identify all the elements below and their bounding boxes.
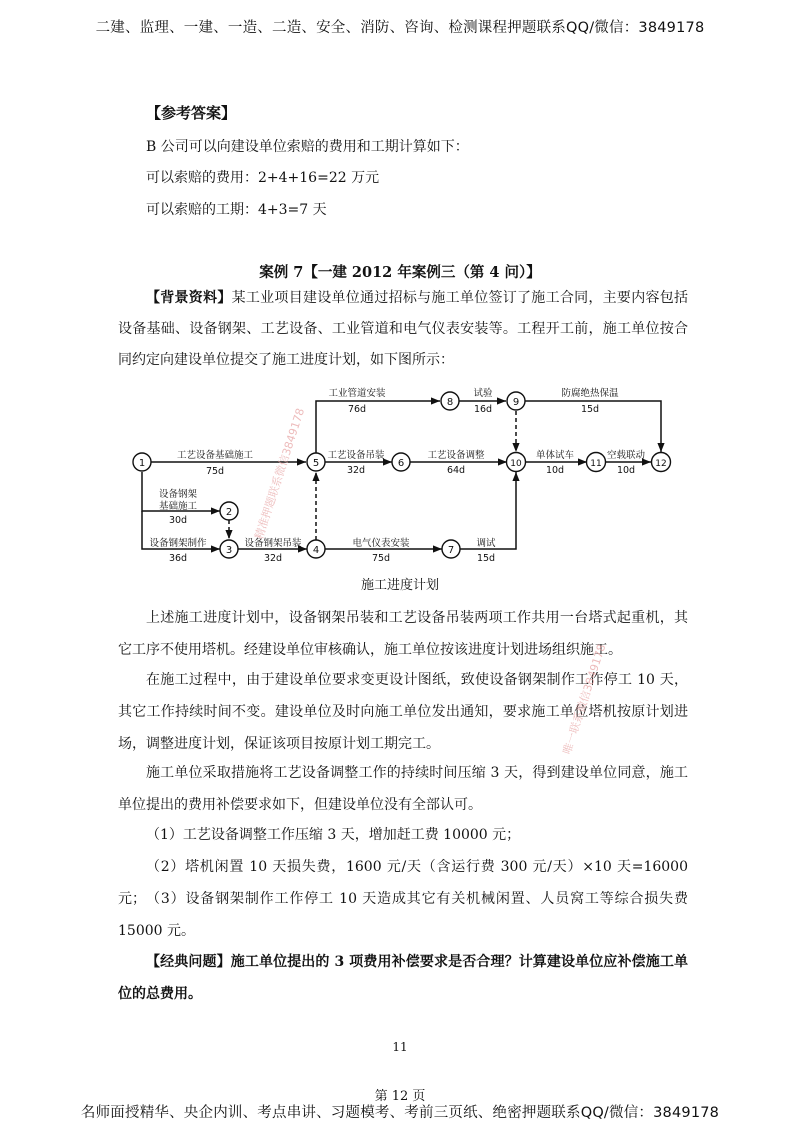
svg-text:4: 4 xyxy=(312,545,320,556)
label-1-2-dur: 30d xyxy=(168,515,188,526)
node-11 xyxy=(587,453,606,472)
label-1-3-name: 设备钢架制作 xyxy=(149,538,207,549)
claim-item-3: （3）设备钢架制作工作停工 10 天造成其它有关机械闲置、人员窝工等综合损失费 15000 元。 xyxy=(118,891,688,939)
node-4 xyxy=(307,540,325,558)
svg-text:7: 7 xyxy=(447,545,455,556)
label-7-10-dur: 15d xyxy=(476,553,496,564)
question-text: 施工单位提出的 3 项费用补偿要求是否合理？计算建设单位应补偿施工单位的总费用。 xyxy=(118,954,688,1002)
svg-text:5: 5 xyxy=(312,458,320,469)
label-1-2-name1: 设备钢架 xyxy=(158,489,198,500)
label-3-4-name: 设备钢架吊装 xyxy=(244,538,302,549)
answer-line-1: B 公司可以向建设单位索赔的费用和工期计算如下： xyxy=(146,139,469,155)
question-paragraph xyxy=(118,946,688,1010)
answer-heading: 【参考答案】 xyxy=(146,104,237,122)
label-1-2-name2: 基础施工 xyxy=(158,501,198,512)
label-5-6-name: 工艺设备吊装 xyxy=(327,450,385,461)
label-1-3-dur: 36d xyxy=(168,553,188,564)
node-5 xyxy=(307,453,325,471)
paragraph-1: 上述施工进度计划中，设备钢架吊装和工艺设备吊装两项工作共用一台塔式起重机，其它工序不使用塔机。经建设单位审核确认，施工单位按该进度计划进场组织施工。 xyxy=(118,610,688,658)
node-1 xyxy=(133,453,151,471)
node-8 xyxy=(441,392,459,410)
label-8-9-name: 试验 xyxy=(473,388,493,399)
label-6-10-dur: 64d xyxy=(446,465,466,476)
svg-text:12: 12 xyxy=(655,459,667,469)
svg-text:10: 10 xyxy=(510,459,522,469)
label-5-8-dur: 76d xyxy=(347,404,367,415)
label-11-12-name: 空载联动 xyxy=(606,450,646,461)
case-title: 案例 7【一建 2012 年案例三（第 4 问）】 xyxy=(259,264,541,281)
page-header: 二建、监理、一建、一造、二造、安全、消防、咨询、检测课程押题联系QQ/微信：3849178 xyxy=(95,20,705,36)
label-11-12-dur: 10d xyxy=(616,465,636,476)
node-7 xyxy=(442,540,460,558)
node-6 xyxy=(392,453,410,471)
page-number: 11 xyxy=(392,1040,408,1054)
node-9 xyxy=(507,392,525,410)
label-4-7-dur: 75d xyxy=(371,553,391,564)
arrow-5-8 xyxy=(316,401,440,453)
answer-line-3: 可以索赔的工期：4+3=7 天 xyxy=(146,202,327,218)
background-text: 某工业项目建设单位通过招标与施工单位签订了施工合同，主要内容包括设备基础、设备钢架、工艺设备、工业管道和电气仪表安装等。工程开工前，施工单位按合同约定向建设单位提交了施工进度计划，如下图所示： xyxy=(118,290,689,368)
node-3 xyxy=(220,540,238,558)
svg-text:1: 1 xyxy=(138,458,146,469)
svg-text:11: 11 xyxy=(590,459,602,469)
label-9-12-name: 防腐绝热保温 xyxy=(561,388,619,399)
answer-line-2: 可以索赔的费用：2+4+16=22 万元 xyxy=(146,170,380,186)
label-9-12-dur: 15d xyxy=(580,404,600,415)
label-8-9-dur: 16d xyxy=(473,404,493,415)
label-1-5-name: 工艺设备基础施工 xyxy=(176,450,254,461)
svg-text:8: 8 xyxy=(446,397,454,408)
watermark-2: 唯一联系微信3849178 xyxy=(560,642,609,756)
question-label: 【经典问题】 xyxy=(146,954,231,970)
watermark-svg-2 xyxy=(540,640,609,760)
label-3-4-dur: 32d xyxy=(263,553,283,564)
label-5-8-name: 工业管道安装 xyxy=(328,388,386,399)
svg-text:3: 3 xyxy=(225,545,233,556)
node-2 xyxy=(220,502,238,520)
page-label: 第 12 页 xyxy=(374,1089,426,1104)
label-5-6-dur: 32d xyxy=(346,465,366,476)
background-paragraph xyxy=(118,283,688,376)
label-4-7-name: 电气仪表安装 xyxy=(352,538,410,549)
watermark-1: 精准押题联系微信3849178 xyxy=(252,406,308,541)
svg-text:2: 2 xyxy=(225,507,233,518)
label-6-10-name: 工艺设备调整 xyxy=(427,450,485,461)
node-10 xyxy=(507,453,526,472)
svg-text:6: 6 xyxy=(397,458,405,469)
page-footer: 名师面授精华、央企内训、考点串讲、习题模考、考前三页纸、绝密押题联系QQ/微信：3849178 xyxy=(80,1105,720,1121)
label-10-11-dur: 10d xyxy=(545,465,565,476)
claim-item-1: （1）工艺设备调整工作压缩 3 天，增加赶工费 10000 元； xyxy=(146,827,521,843)
diagram-caption: 施工进度计划 xyxy=(360,578,439,593)
schedule-network-diagram xyxy=(120,380,680,576)
paragraph-2: 在施工过程中，由于建设单位要求变更设计图纸，致使设备钢架制作工作停工 10 天，其它工作持续时间不变。建设单位及时向施工单位发出通知，要求施工单位塔机按原计划进场，调整进度计划，保证该项目按原计划工期完工。 xyxy=(118,672,688,752)
node-12 xyxy=(652,453,671,472)
label-1-5-dur: 75d xyxy=(205,466,225,477)
claim-item-2: （2）塔机闲置 10 天损失费，1600 元/天（含运行费 300 元/天）×10 天=16000 元； xyxy=(118,859,688,907)
paragraph-3: 施工单位采取措施将工艺设备调整工作的持续时间压缩 3 天，得到建设单位同意，施工单位提出的费用补偿要求如下，但建设单位没有全部认可。 xyxy=(118,765,688,813)
svg-text:9: 9 xyxy=(512,397,520,408)
background-label: 【背景资料】 xyxy=(146,290,232,306)
label-7-10-name: 调试 xyxy=(476,538,496,549)
label-10-11-name: 单体试车 xyxy=(535,450,575,461)
